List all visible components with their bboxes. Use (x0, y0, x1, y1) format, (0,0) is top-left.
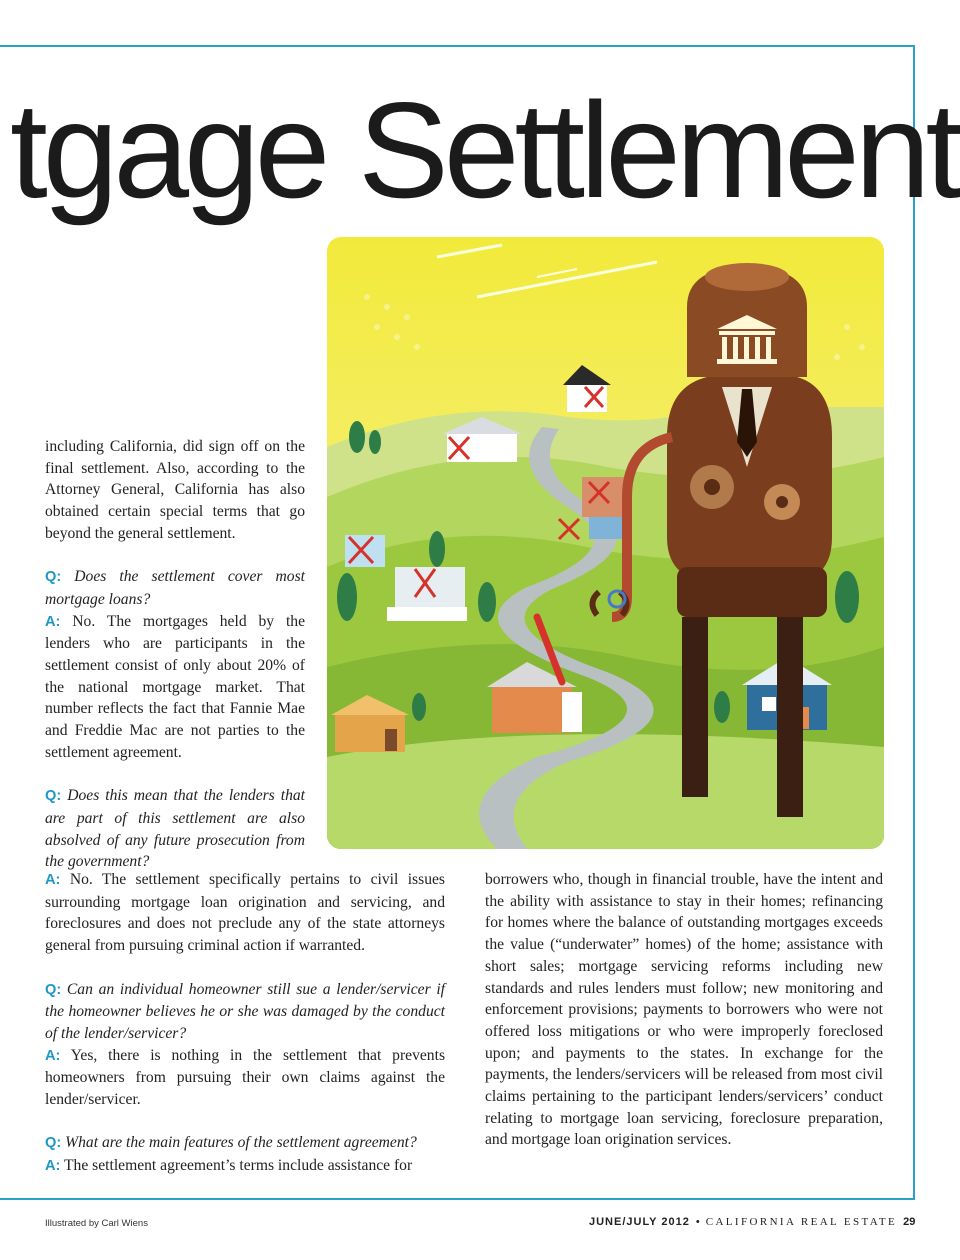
article-column-left-upper (45, 436, 305, 873)
answer-text: Yes, there is nothing in the settlement that prevents homeowners from pursuing their own claims against the lender/servicer. (45, 1046, 446, 1109)
answer-label: A: (45, 872, 61, 888)
answer-2 (45, 869, 445, 957)
page-number: 29 (903, 1216, 916, 1228)
right-column-paragraph: borrowers who, though in financial trouble, have the intent and the ability with assistance to stay in their homes; refinancing for homes where the balance of outstanding mortgages exceeds the value (“underwater” homes) of the home; assistance with short sales; mortgage servicing reforms including new standards and rules lenders must follow; new monitoring and enforcement provisions; payments to borrowers who were not offered loss mitigations or who were improperly foreclosed upon; and payments to the states. In exchange for the payments, the lenders/servicers will be released from most civil claims pertaining to the participant lenders/servicers’ conduct relating to mortgage loan servicing, foreclosure preparation, and mortgage loan origination services. (485, 871, 883, 1149)
question-label: Q: (45, 788, 62, 805)
publication-name: CALIFORNIA REAL ESTATE (705, 1216, 898, 1228)
illustration-credit: Illustrated by Carl Wiens (45, 1218, 148, 1229)
article-headline: tgage Settlement (10, 74, 959, 226)
question-2 (45, 785, 305, 873)
question-1 (45, 566, 305, 610)
answer-4 (45, 1155, 445, 1178)
question-label: Q: (45, 981, 62, 998)
article-column-right (485, 869, 883, 1151)
footer-bullet: • (695, 1216, 700, 1228)
answer-label: A: (45, 613, 61, 630)
answer-3 (45, 1045, 445, 1111)
issue-date: JUNE/JULY 2012 (589, 1216, 690, 1228)
frame-top-rule (0, 45, 915, 47)
answer-label: A: (45, 1158, 61, 1175)
question-text: Does this mean that the lenders that are part of this settlement are also absolved of any future prosecution from the government? (45, 787, 305, 871)
intro-paragraph: including California, did sign off on the final settlement. Also, according to the Attorney General, California has also obtained certain special terms that go beyond the general settlement. (45, 438, 305, 542)
answer-text: The settlement agreement’s terms include assistance for (64, 1157, 413, 1175)
robot-neighborhood-illustration (327, 237, 884, 849)
answer-1 (45, 611, 305, 764)
question-label: Q: (45, 569, 62, 586)
question-3 (45, 979, 445, 1045)
question-text: Can an individual homeowner still sue a lender/servicer if the homeowner believes he or she was damaged by the conduct of the lender/servicer? (45, 980, 445, 1042)
article-column-left-lower (45, 869, 445, 1178)
page-footer (589, 1216, 915, 1228)
question-4 (45, 1132, 445, 1155)
answer-label: A: (45, 1047, 61, 1064)
answer-text: No. The mortgages held by the lenders who are participants in the settlement consist of only about 20% of the national mortgage market. That number reflects the fact that Fannie Mae and Freddie Mac are not parties to the settlement agreement. (45, 612, 305, 761)
frame-bottom-rule (0, 1198, 915, 1200)
question-text: Does the settlement cover most mortgage loans? (45, 568, 305, 608)
question-label: Q: (45, 1135, 62, 1152)
answer-text: No. The settlement specifically pertains to civil issues surrounding mortgage loan origination and servicing, and foreclosures and does not preclude any of the state attorneys general from pursuing criminal action if warranted. (45, 871, 445, 955)
question-text: What are the main features of the settlement agreement? (65, 1134, 417, 1152)
